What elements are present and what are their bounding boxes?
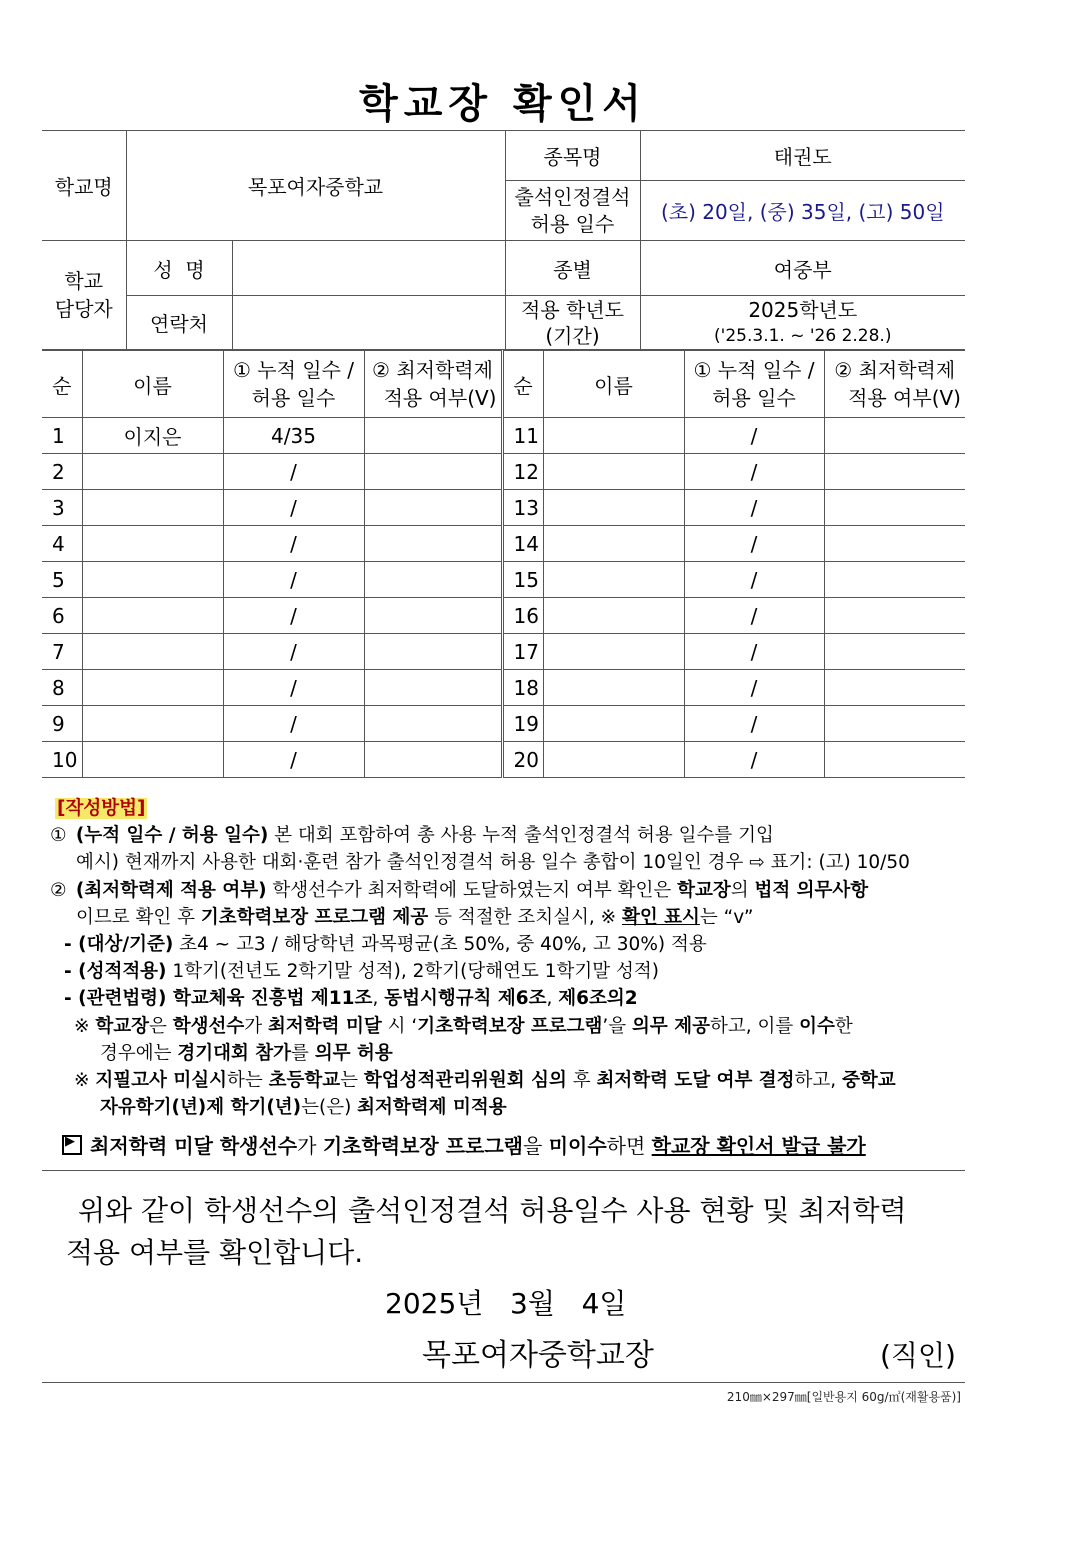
instructions-header: [작성방법]: [57, 798, 146, 819]
name-label: 성 명: [126, 241, 232, 296]
note-1-l: 한: [834, 1015, 853, 1037]
roster-table: [42, 350, 965, 778]
academic-check[interactable]: [364, 670, 502, 706]
header-academic-right-line2: 적용 여부(V): [848, 386, 961, 410]
academic-check[interactable]: [824, 634, 965, 670]
row-number: 17: [502, 634, 543, 670]
row-number: 20: [502, 742, 543, 778]
days-count: /: [223, 742, 364, 778]
days-count: /: [223, 706, 364, 742]
header-days-right: [684, 351, 824, 418]
note-2-h: 하고,: [794, 1070, 843, 1092]
notice-g: 학교장 확인서 발급 불가: [651, 1134, 866, 1158]
allowance-value: (초) 20일, (중) 35일, (고) 50일: [640, 181, 965, 241]
year-value: [640, 296, 965, 350]
days-count: /: [223, 598, 364, 634]
days-count: /: [684, 418, 824, 454]
divider-bottom: [42, 1382, 965, 1383]
confirm-date: 2025년 3월 4일: [385, 1287, 627, 1320]
table-row: [42, 490, 965, 526]
academic-check[interactable]: [364, 454, 502, 490]
row-number: 8: [42, 670, 82, 706]
paper-spec: 210㎜×297㎜[일반용지 60g/㎡(재활용품)]: [726, 1390, 961, 1404]
days-count: /: [223, 670, 364, 706]
student-name[interactable]: [543, 454, 684, 490]
division-value: 여중부: [640, 241, 965, 296]
days-count: /: [223, 490, 364, 526]
row-number: 5: [42, 562, 82, 598]
table-row: [42, 670, 965, 706]
note-1-i: 의무 제공: [632, 1015, 710, 1037]
detail-2-text: 1학기(전년도 2학기말 성적), 2학기(당해연도 1학기말 성적): [166, 961, 659, 983]
academic-check[interactable]: [824, 598, 965, 634]
row-number: 1: [42, 418, 82, 454]
detail-3-text-b: ,: [372, 988, 385, 1010]
table-row: [42, 418, 965, 454]
note-1-line2-a: 경우에는: [100, 1042, 178, 1064]
student-name[interactable]: [543, 742, 684, 778]
student-name[interactable]: [543, 670, 684, 706]
note-2-mark: ※: [74, 1070, 90, 1092]
header-days: [223, 351, 364, 418]
header-academic-right-line1: ② 최저학력제: [834, 358, 956, 382]
row-number: 4: [42, 526, 82, 562]
year-label: [505, 296, 640, 350]
days-count: /: [684, 598, 824, 634]
row-number: 13: [502, 490, 543, 526]
days-count: /: [684, 706, 824, 742]
note-1-c: 학생선수: [172, 1015, 245, 1037]
note-2-e: 학업성적관리위원회 심의: [363, 1070, 567, 1092]
detail-2-bold: - (성적적용): [64, 961, 167, 983]
note-1-e: 최저학력 미달: [268, 1015, 382, 1037]
note-1-g: 기초학력보장 프로그램: [417, 1015, 603, 1037]
academic-check[interactable]: [364, 742, 502, 778]
header-days-right-line2: 허용 일수: [712, 386, 796, 410]
school-value: 목포여자중학교: [126, 131, 505, 241]
principal-name: 목포여자중학교장: [422, 1338, 654, 1373]
detail-3-bold: - (관련법령): [64, 988, 167, 1010]
academic-check[interactable]: [364, 706, 502, 742]
allowance-label: [505, 181, 640, 241]
row-number: 18: [502, 670, 543, 706]
academic-check[interactable]: [364, 634, 502, 670]
note-1-a: 학교장: [95, 1015, 150, 1037]
header-no: 순: [42, 351, 82, 418]
row-number: 19: [502, 706, 543, 742]
year-label-line1: 적용 학년도: [521, 297, 624, 322]
allowance-label-line2: 허용 일수: [530, 211, 615, 236]
instruction-2-line2-c: 등 적절한 조치실시, ※: [428, 906, 622, 928]
detail-3-text-a: 학교체육 진흥법 제11조: [166, 988, 373, 1010]
row-number: 15: [502, 562, 543, 598]
instruction-2-bold-b: 학교장: [677, 879, 731, 901]
name-value[interactable]: [232, 241, 505, 296]
period-value: ('25.3.1. ~ '26 2.28.): [714, 325, 892, 346]
instruction-2-text-c: 의: [730, 879, 755, 901]
contact-value[interactable]: [232, 296, 505, 350]
student-name[interactable]: [82, 742, 223, 778]
note-1-line2-c: 를: [291, 1042, 315, 1064]
row-number: 7: [42, 634, 82, 670]
instruction-2-bold-d: 법적 의무사항: [754, 879, 869, 901]
table-row: [42, 634, 965, 670]
row-number: 9: [42, 706, 82, 742]
instruction-1-text: 본 대회 포함하여 총 사용 누적 출석인정결석 허용 일수를 기입: [268, 825, 774, 847]
student-name[interactable]: [543, 634, 684, 670]
confirm-line1: 위와 같이 학생선수의 출석인정결석 허용일수 사용 현황 및 최저학력: [78, 1194, 907, 1227]
instruction-2-line2-d: 확인 표시: [621, 906, 700, 928]
notice-c: 기초학력보장 프로그램: [322, 1134, 523, 1158]
seal-mark: (직인): [880, 1339, 956, 1372]
notice: [62, 1130, 866, 1159]
notice-e: 미이수: [548, 1134, 607, 1158]
table-row: [42, 706, 965, 742]
academic-check[interactable]: [364, 526, 502, 562]
header-days-line1: ① 누적 일수 /: [232, 358, 355, 382]
instruction-2-text-a: 학생선수가 최저학력에 도달하였는지 여부 확인은: [266, 879, 678, 901]
days-count: /: [684, 742, 824, 778]
header-name: 이름: [82, 351, 223, 418]
sport-value: 태권도: [640, 131, 965, 181]
sport-label: 종목명: [505, 131, 640, 181]
academic-check[interactable]: [824, 562, 965, 598]
header-academic-line2: 적용 여부(V): [383, 386, 497, 410]
student-name[interactable]: [543, 598, 684, 634]
notice-a: 최저학력 미달 학생선수: [90, 1134, 298, 1158]
academic-check[interactable]: [824, 526, 965, 562]
academic-check[interactable]: [824, 454, 965, 490]
row-number: 6: [42, 598, 82, 634]
table-row: [42, 526, 965, 562]
table-row: [42, 598, 965, 634]
note-1-f: 시 ‘: [381, 1015, 418, 1037]
table-row: [42, 562, 965, 598]
notice-b: 가: [297, 1134, 323, 1158]
note-2-g: 최저학력 도달 여부 결정: [596, 1070, 795, 1092]
allowance-label-line1: 출석인정결석: [514, 184, 631, 209]
detail-3-text-d: ,: [546, 988, 559, 1010]
academic-check[interactable]: [824, 418, 965, 454]
info-table: [42, 130, 965, 350]
note-2-i: 중학교: [842, 1070, 896, 1092]
student-name[interactable]: [82, 490, 223, 526]
instruction-2-line2-e: 는 “v”: [699, 906, 754, 928]
academic-check[interactable]: [824, 490, 965, 526]
detail-1-bold: - (대상/기준): [64, 934, 174, 956]
instruction-2-line2-b: 기초학력보장 프로그램 제공: [200, 906, 429, 928]
divider-top: [42, 1170, 965, 1171]
instruction-1-bold: (누적 일수 / 허용 일수): [75, 825, 269, 847]
row-number: 2: [42, 454, 82, 490]
note-2-f: 후: [566, 1070, 597, 1092]
row-number: 11: [502, 418, 543, 454]
note-2-d: 는: [340, 1070, 364, 1092]
days-count: /: [684, 490, 824, 526]
instruction-2-line2-a: 이므로 확인 후: [76, 906, 201, 928]
days-count: /: [223, 526, 364, 562]
row-number: 14: [502, 526, 543, 562]
note-2-b: 하는: [226, 1070, 269, 1092]
student-name[interactable]: [82, 706, 223, 742]
manager-label-line1: 학교: [64, 269, 104, 293]
days-count: /: [684, 634, 824, 670]
student-name[interactable]: [543, 526, 684, 562]
division-label: 종별: [505, 241, 640, 296]
document-title: 학교장 확인서: [359, 81, 647, 127]
instruction-2-mark: ②: [50, 879, 67, 901]
note-1-k: 이수: [799, 1015, 835, 1037]
note-2-line2-b: 는(은): [301, 1097, 358, 1119]
student-name[interactable]: [82, 598, 223, 634]
note-1-mark: ※: [74, 1015, 90, 1037]
academic-check[interactable]: [364, 562, 502, 598]
row-number: 3: [42, 490, 82, 526]
row-number: 16: [502, 598, 543, 634]
notice-f: 하면: [606, 1134, 652, 1158]
arrow-box-icon: [62, 1135, 82, 1155]
manager-label-line2: 담당자: [54, 297, 113, 321]
student-name[interactable]: [82, 670, 223, 706]
student-name[interactable]: [82, 454, 223, 490]
academic-check[interactable]: [824, 670, 965, 706]
instruction-2-bold: (최저학력제 적용 여부): [75, 879, 267, 901]
year-label-line2: (기간): [545, 323, 600, 348]
table-row: [42, 742, 965, 778]
student-name[interactable]: 이지은: [82, 418, 223, 454]
note-1-line2-b: 경기대회 참가: [177, 1042, 292, 1064]
header-academic-right: [824, 351, 965, 418]
confirm-text: [66, 1190, 966, 1274]
academic-check[interactable]: [364, 490, 502, 526]
days-count: /: [684, 670, 824, 706]
instruction-1-example: 예시) 현재까지 사용한 대회·훈련 참가 출석인정결석 허용 일수 총합이 10일인 경우 ⇨ 표기: (고) 10/50: [76, 852, 910, 874]
days-count: /: [684, 454, 824, 490]
row-number: 10: [42, 742, 82, 778]
days-count: /: [223, 454, 364, 490]
days-count: 4/35: [223, 418, 364, 454]
academic-check[interactable]: [824, 742, 965, 778]
header-days-line2: 허용 일수: [251, 386, 336, 410]
instructions: [50, 795, 970, 1121]
note-1-d: 가: [244, 1015, 269, 1037]
student-name[interactable]: [543, 418, 684, 454]
note-1-line2-d: 의무 허용: [314, 1042, 393, 1064]
notice-d: 을: [523, 1134, 549, 1158]
note-2-c: 초등학교: [268, 1070, 341, 1092]
contact-label: 연락처: [126, 296, 232, 350]
note-2-line2-a: 자유학기(년)제 학기(년): [100, 1097, 302, 1119]
row-number: 12: [502, 454, 543, 490]
header-name-right: 이름: [543, 351, 684, 418]
days-count: /: [684, 562, 824, 598]
table-row: [42, 454, 965, 490]
days-count: /: [223, 634, 364, 670]
detail-3-text-e: 제6조의2: [558, 988, 638, 1010]
instruction-1-mark: ①: [50, 825, 67, 847]
header-days-right-line1: ① 누적 일수 /: [693, 358, 815, 382]
days-count: /: [223, 562, 364, 598]
school-label: 학교명: [42, 131, 126, 241]
student-name[interactable]: [543, 706, 684, 742]
note-2-line2-c: 최저학력제 미적용: [357, 1097, 507, 1119]
note-1-b: 은: [149, 1015, 173, 1037]
header-academic: [364, 351, 502, 418]
student-name[interactable]: [82, 526, 223, 562]
note-2-a: 지필고사 미실시: [95, 1070, 227, 1092]
header-no-right: 순: [502, 351, 543, 418]
student-name[interactable]: [82, 562, 223, 598]
student-name[interactable]: [82, 634, 223, 670]
student-name[interactable]: [543, 562, 684, 598]
roster-header-row: [42, 351, 965, 418]
detail-3-text-c: 동법시행규칙 제6조: [384, 988, 547, 1010]
days-count: /: [684, 526, 824, 562]
student-name[interactable]: [543, 490, 684, 526]
header-academic-line1: ② 최저학력제: [372, 358, 493, 382]
academic-check[interactable]: [364, 418, 502, 454]
year-value-line1: 2025학년도: [748, 297, 858, 322]
academic-check[interactable]: [364, 598, 502, 634]
confirm-line2: 적용 여부를 확인합니다.: [66, 1236, 364, 1269]
academic-check[interactable]: [824, 706, 965, 742]
note-1-h: ’을: [602, 1015, 633, 1037]
detail-1-text: 초4 ~ 고3 / 해당학년 과목평균(초 50%, 중 40%, 고 30%) 적용: [173, 934, 707, 956]
note-1-j: 하고, 이를: [709, 1015, 800, 1037]
manager-label: [42, 241, 126, 350]
